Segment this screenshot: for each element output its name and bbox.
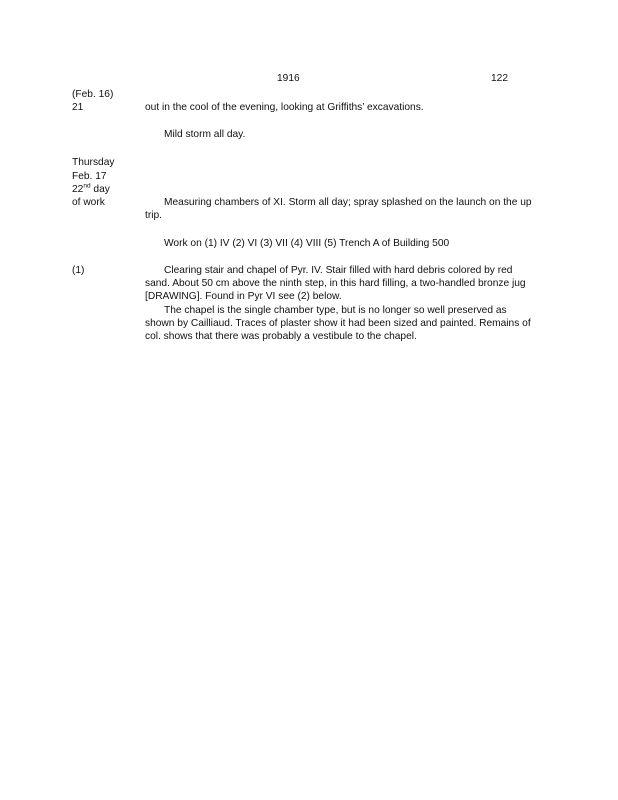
margin-date-carry: (Feb. 16)	[72, 89, 114, 100]
entry-work-list: Work on (1) IV (2) VI (3) VII (4) VIII (5) Trench A of Building 500	[164, 238, 450, 249]
day-ordinal-suffix: nd	[83, 182, 91, 190]
entry-clearing-stair: Clearing stair and chapel of Pyr. IV. Stair filled with hard debris colored by red sand. About 50 cm above the ninth step, in this hard filling, a two-handled bronze jug [DRAWING]. Found in Pyr VI see (2) below.	[145, 265, 526, 302]
margin-weekday: Thursday	[72, 157, 115, 168]
day-number: 22	[72, 184, 84, 195]
margin-day-count	[72, 183, 110, 196]
entry-evening-excavations: out in the cool of the evening, looking at Griffiths’ excavations.	[145, 102, 424, 113]
margin-date: Feb. 17	[72, 171, 107, 182]
entry-mild-storm: Mild storm all day.	[164, 129, 246, 140]
margin-day-21: 21	[72, 102, 84, 113]
margin-of-work: of work	[72, 197, 105, 208]
margin-item-1: (1)	[72, 265, 85, 276]
entry-chapel-description: The chapel is the single chamber type, but is no longer so well preserved as shown by Cailliaud. Traces of plaster show it had been sized and painted. Remains of col. shows that there was probably a vestibule to the chapel.	[145, 305, 531, 342]
day-word: day	[90, 184, 110, 195]
page-number: 122	[491, 73, 508, 84]
entry-measuring-chambers: Measuring chambers of XI. Storm all day; spray splashed on the launch on the up trip.	[145, 197, 532, 221]
header-year: 1916	[277, 73, 300, 84]
